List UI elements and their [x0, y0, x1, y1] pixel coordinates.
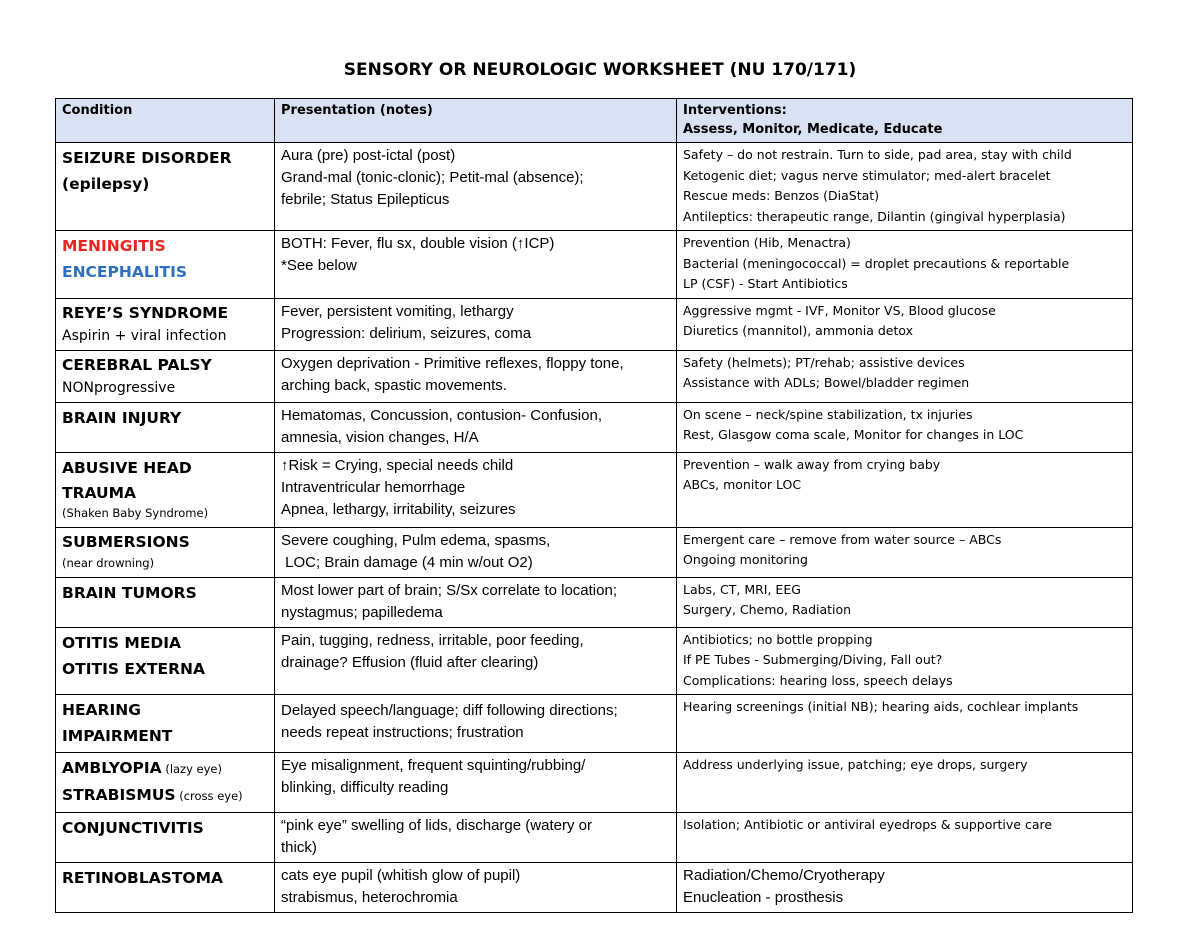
presentation-line: strabismus, heterochromia — [281, 889, 458, 906]
table-row — [56, 231, 1133, 299]
presentation-line: Eye misalignment, frequent squinting/rubbing/ — [281, 757, 586, 774]
table-row — [56, 577, 1133, 627]
intervention-line: Radiation/Chemo/Cryotherapy — [683, 867, 885, 884]
condition-name: CEREBRAL PALSY — [62, 355, 212, 374]
presentation-line: arching back, spastic movements. — [281, 376, 507, 394]
header-interventions-line1: Interventions: — [683, 103, 787, 118]
interventions-cell — [677, 527, 1133, 577]
condition-name: CONJUNCTIVITIS — [62, 819, 204, 837]
presentation-line: Grand-mal (tonic-clonic); Petit-mal (absence); — [281, 169, 584, 186]
presentation-line: Intraventricular hemorrhage — [281, 478, 466, 496]
interventions-cell — [677, 695, 1133, 753]
presentation-line: Fever, persistent vomiting, lethargy — [281, 302, 514, 320]
condition-name-encephalitis: ENCEPHALITIS — [62, 263, 187, 281]
presentation-line: thick) — [281, 839, 317, 856]
interventions-cell — [677, 577, 1133, 627]
table-row — [56, 695, 1133, 753]
presentation-line: Oxygen deprivation - Primitive reflexes, floppy tone, — [281, 354, 624, 372]
condition-cell — [56, 350, 275, 402]
condition-name: RETINOBLASTOMA — [62, 869, 224, 887]
interventions-cell — [677, 452, 1133, 527]
condition-name: IMPAIRMENT — [62, 727, 173, 745]
intervention-line: Assistance with ADLs; Bowel/bladder regimen — [683, 375, 970, 390]
condition-cell — [56, 695, 275, 753]
intervention-line: Complications: hearing loss, speech delays — [683, 672, 953, 688]
presentation-cell — [275, 577, 677, 627]
presentation-line: amnesia, vision changes, H/A — [281, 428, 479, 446]
presentation-cell — [275, 695, 677, 753]
presentation-cell — [275, 452, 677, 527]
interventions-cell — [677, 402, 1133, 452]
presentation-line: “pink eye” swelling of lids, discharge (watery or — [281, 817, 592, 834]
presentation-line: Severe coughing, Pulm edema, spasms, — [281, 531, 551, 549]
intervention-line: Safety (helmets); PT/rehab; assistive devices — [683, 354, 965, 370]
condition-name-meningitis: MENINGITIS — [62, 237, 166, 255]
intervention-line: Prevention (Hib, Menactra) — [683, 235, 851, 250]
intervention-line: LP (CSF) - Start Antibiotics — [683, 276, 848, 291]
table-row — [56, 753, 1133, 813]
header-interventions — [677, 99, 1133, 143]
intervention-line: ABCs, monitor LOC — [683, 477, 802, 492]
presentation-cell — [275, 231, 677, 299]
condition-cell — [56, 402, 275, 452]
presentation-line: drainage? Effusion (fluid after clearing) — [281, 653, 539, 671]
condition-note: Aspirin + viral infection — [62, 327, 227, 344]
table-header-row — [56, 99, 1133, 143]
presentation-line: Delayed speech/language; diff following directions; — [281, 702, 618, 719]
presentation-line: febrile; Status Epilepticus — [281, 191, 450, 208]
condition-cell — [56, 143, 275, 231]
presentation-line: Apnea, lethargy, irritability, seizures — [281, 500, 516, 518]
presentation-cell — [275, 627, 677, 695]
presentation-line: Hematomas, Concussion, contusion- Confusion, — [281, 406, 602, 424]
header-presentation: Presentation (notes) — [275, 99, 677, 143]
header-interventions-line2: Assess, Monitor, Medicate, Educate — [683, 122, 943, 137]
condition-cell — [56, 753, 275, 813]
condition-cell — [56, 527, 275, 577]
intervention-line: Bacterial (meningococcal) = droplet precautions & reportable — [683, 255, 1070, 271]
intervention-line: Emergent care – remove from water source – ABCs — [683, 531, 1002, 547]
condition-name: BRAIN TUMORS — [62, 583, 197, 602]
table-row — [56, 298, 1133, 350]
presentation-cell — [275, 402, 677, 452]
interventions-cell — [677, 627, 1133, 695]
presentation-cell — [275, 350, 677, 402]
intervention-line: Aggressive mgmt - IVF, Monitor VS, Blood glucose — [683, 302, 996, 318]
presentation-line: ↑Risk = Crying, special needs child — [281, 456, 514, 474]
presentation-line: LOC; Brain damage (4 min w/out O2) — [281, 553, 533, 571]
intervention-line: Antileptics: therapeutic range, Dilantin (gingival hyperplasia) — [683, 208, 1066, 224]
table-row — [56, 452, 1133, 527]
condition-name: OTITIS MEDIA — [62, 633, 182, 652]
condition-note: (lazy eye) — [161, 762, 222, 776]
condition-name: SUBMERSIONS — [62, 532, 190, 551]
worksheet-table — [55, 98, 1133, 913]
condition-note: NONprogressive — [62, 379, 176, 396]
interventions-cell — [677, 350, 1133, 402]
table-row — [56, 143, 1133, 231]
condition-name: (epilepsy) — [62, 175, 150, 193]
condition-note: (Shaken Baby Syndrome) — [62, 505, 209, 520]
intervention-line: Rescue meds: Benzos (DiaStat) — [683, 188, 880, 203]
condition-name: AMBLYOPIA — [62, 759, 162, 777]
presentation-line: needs repeat instructions; frustration — [281, 724, 524, 741]
condition-cell — [56, 577, 275, 627]
presentation-line: Most lower part of brain; S/Sx correlate to location; — [281, 581, 617, 599]
condition-cell — [56, 863, 275, 913]
presentation-cell — [275, 863, 677, 913]
intervention-line: Safety – do not restrain. Turn to side, pad area, stay with child — [683, 147, 1072, 162]
presentation-line: Progression: delirium, seizures, coma — [281, 324, 532, 342]
presentation-cell — [275, 753, 677, 813]
condition-cell — [56, 627, 275, 695]
intervention-line: On scene – neck/spine stabilization, tx injuries — [683, 406, 973, 422]
table-row — [56, 527, 1133, 577]
presentation-cell — [275, 813, 677, 863]
condition-name: ABUSIVE HEAD — [62, 458, 192, 477]
intervention-line: Address underlying issue, patching; eye drops, surgery — [683, 757, 1028, 772]
condition-note: (cross eye) — [175, 789, 243, 803]
condition-name: TRAUMA — [62, 483, 137, 502]
table-row — [56, 627, 1133, 695]
condition-name: REYE’S SYNDROME — [62, 303, 229, 322]
condition-name: OTITIS EXTERNA — [62, 659, 206, 678]
condition-name: HEARING — [62, 701, 141, 719]
interventions-cell — [677, 863, 1133, 913]
intervention-line: Surgery, Chemo, Radiation — [683, 602, 852, 617]
presentation-line: Aura (pre) post-ictal (post) — [281, 147, 456, 164]
table-row — [56, 350, 1133, 402]
interventions-cell — [677, 753, 1133, 813]
intervention-line: Antibiotics; no bottle propping — [683, 631, 873, 647]
presentation-line: BOTH: Fever, flu sx, double vision (↑ICP) — [281, 235, 555, 252]
intervention-line: Ketogenic diet; vagus nerve stimulator; med-alert bracelet — [683, 167, 1051, 183]
intervention-line: Hearing screenings (initial NB); hearing aids, cochlear implants — [683, 699, 1079, 714]
condition-name: BRAIN INJURY — [62, 408, 182, 427]
intervention-line: Rest, Glasgow coma scale, Monitor for changes in LOC — [683, 427, 1024, 442]
presentation-cell — [275, 527, 677, 577]
presentation-cell — [275, 298, 677, 350]
intervention-line: Isolation; Antibiotic or antiviral eyedrops & supportive care — [683, 817, 1053, 832]
table-row — [56, 813, 1133, 863]
intervention-line: Diuretics (mannitol), ammonia detox — [683, 323, 914, 338]
presentation-line: *See below — [281, 257, 357, 274]
condition-cell — [56, 298, 275, 350]
condition-cell — [56, 813, 275, 863]
intervention-line: Ongoing monitoring — [683, 552, 808, 567]
header-condition: Condition — [56, 99, 275, 143]
presentation-line: nystagmus; papilledema — [281, 603, 443, 621]
presentation-line: cats eye pupil (whitish glow of pupil) — [281, 867, 521, 884]
intervention-line: Prevention – walk away from crying baby — [683, 456, 941, 472]
condition-name: SEIZURE DISORDER — [62, 149, 232, 167]
presentation-line: blinking, difficulty reading — [281, 779, 449, 796]
condition-cell — [56, 452, 275, 527]
table-row — [56, 402, 1133, 452]
presentation-line: Pain, tugging, redness, irritable, poor feeding, — [281, 631, 584, 649]
condition-cell — [56, 231, 275, 299]
intervention-line: If PE Tubes - Submerging/Diving, Fall out? — [683, 652, 943, 667]
condition-note: (near drowning) — [62, 555, 155, 570]
interventions-cell — [677, 231, 1133, 299]
interventions-cell — [677, 813, 1133, 863]
condition-name: STRABISMUS — [62, 786, 176, 804]
presentation-cell — [275, 143, 677, 231]
interventions-cell — [677, 143, 1133, 231]
interventions-cell — [677, 298, 1133, 350]
page-title: SENSORY OR NEUROLOGIC WORKSHEET (NU 170/171) — [343, 60, 857, 80]
intervention-line: Labs, CT, MRI, EEG — [683, 581, 801, 597]
table-row — [56, 863, 1133, 913]
intervention-line: Enucleation - prosthesis — [683, 889, 844, 906]
